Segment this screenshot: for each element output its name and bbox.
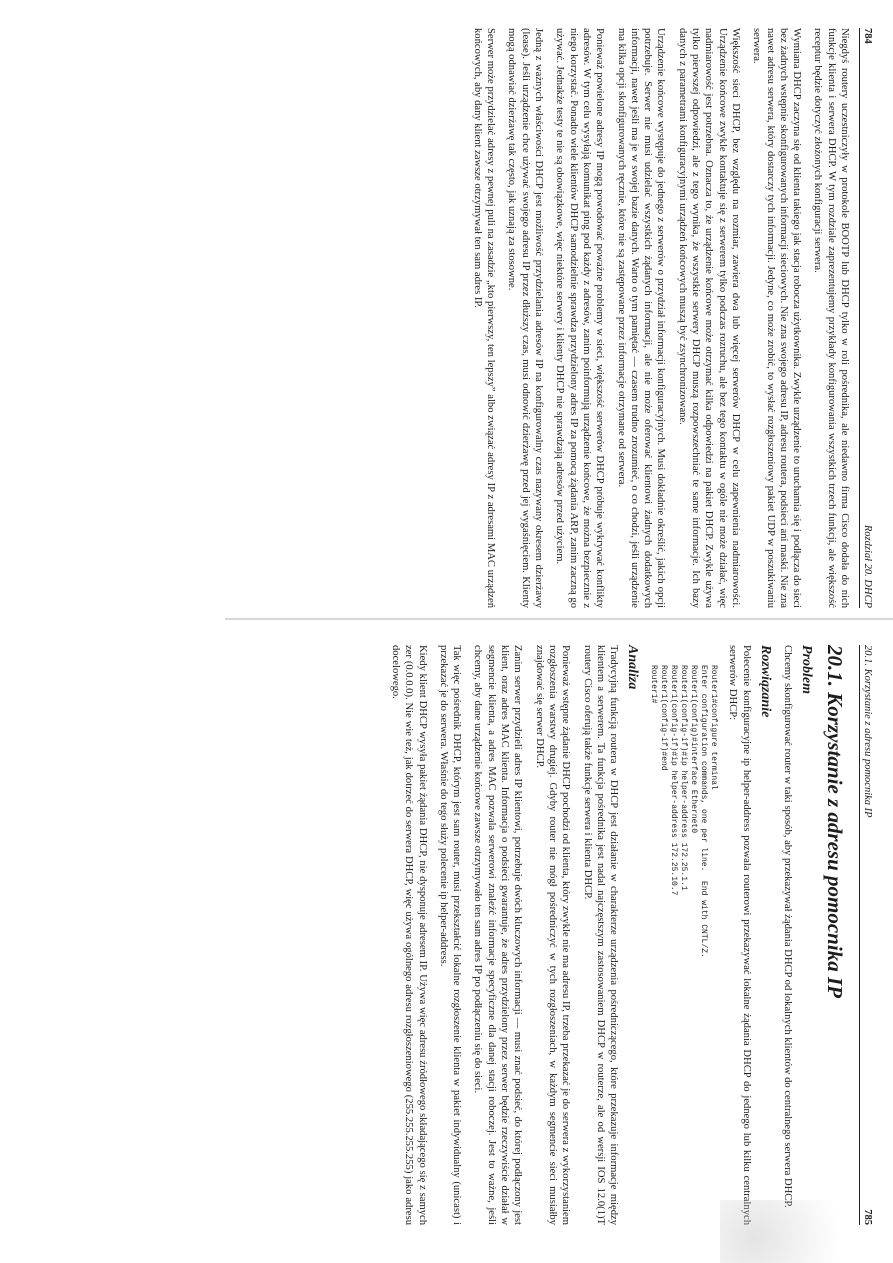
left-page-header (859, 28, 873, 608)
code-line: Router1#configure terminal (709, 665, 719, 790)
code-line: Enter configuration commands, one per line. End with CNTL/Z. (699, 665, 709, 958)
analysis-paragraph: Tradycyjną funkcją routera w DHCP jest działanie w charakterze urządzenia pośredniczącego, które przekazuje informacje między klientem a serwerem. Ta funkcja pośrednika jest nadal najczęstszym zastosowaniem DHCP w routerze, ale od wersji IOS 12.0(1)T routery Cisco oferują także funkcje serwera i klienta DHCP. (581, 645, 620, 1225)
left-page (463, 28, 873, 608)
code-listing (648, 665, 718, 1225)
analysis-paragraph: Kiedy klient DHCP wysyła pakiet żądania DHCP, nie dysponuje adresem IP. Używa więc adresu źródłowego składającego się z samych zer (0.0.0.0). Nie wie też, jak dotrzeć do serwera DHCP, więc używa ogólnego adresu rozgłoszeniowego (255.255.255.255) jako adresu docelowego. (389, 645, 428, 1225)
analysis-paragraph: Tak więc pośrednik DHCP, którym jest sam router, musi przekształcić lokalne rozgłoszenie klienta w pakiet indywidualny (unicast) i przekazać je do serwera. Właśnie do tego służy polecenie ip helper-address. (437, 645, 463, 1225)
left-paragraph: Niegdyś routery uczestniczyły w protokole BOOTP lub DHCP tylko w roli pośrednika, ale niedawno firma Cisco dodała do nich funkcje klienta i serwera DHCP. W tym rozdziale zaprezentujemy przykłady konfigurowania wszystkich trzech funkcji, ale większość receptur będzie dotyczyć złożonych konfiguracji serwera. (812, 28, 850, 608)
solution-heading: Rozwiązanie (757, 645, 773, 718)
code-line: Router1(config)#interface Ethernet0 (689, 665, 699, 834)
right-page-header (859, 645, 873, 1225)
left-paragraph: Urządzenie końcowe występuje do jednego z serwerów o przydział informacji konfiguracyjnych. Musi dokładnie określić, jakich opcji potrzebuje. Serwer nie musi udzielać wszystkich żądanych informacji, ale nie może oferować klientowi żadnych dodatkowych informacji, nawet jeśli ma je w swojej bazie danych. Warto o tym pamiętać — czasem trudno zrozumieć, o co chodzi, jeśli urządzenie ma kilka opcji skonfigurowanych ręcznie, które nie są zastępowane przez informacje otrzymane od serwera. (615, 28, 667, 608)
analysis-paragraph: Ponieważ wstępne żądanie DHCP pochodzi od klienta, który zwykle nie ma adresu IP, trzeba przekazać je do serwera z wykorzystaniem rozgłoszenia warstwy drugiej. Gdyby router nie mógł pośredniczyć w tych rozgłoszeniach, w każdym segmencie sieci musiałby znajdować się serwer DHCP. (533, 645, 572, 1225)
right-running-header: 20.1. Korzystanie z adresu pomocnika IP (862, 645, 873, 818)
left-paragraph: Ponieważ powielone adresy IP mogą powodować poważne problemy w sieci, większość serwerów DHCP próbuje wykrywać konflikty adresów. W tym celu wysyłają komunikat ping pod każdy z adresów, zanim poinformują urządzenie końcowe, że można bezpiecznie z niego korzystać. Ponadto wiele klientów DHCP samodzielnie sprawdza przydzielony adres IP za pomocą żądania ARP, zanim zaczną go używać. Jednakże testy te nie są obowiązkowe, więc niektóre serwery i klienty DHCP nie sprawdzają adresów przed użyciem. (554, 28, 606, 608)
analysis-paragraph: Zanim serwer przydzieli adres IP klientowi, potrzebuje dwóch kluczowych informacji — musi znać podsieć, do której podłączony jest klient, oraz adres MAC klienta. Informacja o podsieci gwarantuje, że adres przydzielony przez serwer będzie rzeczywiście działał w segmencie klienta, a adres MAC pozwala serwerowi znaleźć informacje specyficzne dla danej stacji roboczej. Jest to ważne, jeśli chcemy, aby dane urządzenie końcowe zawsze otrzymywało ten sam adres IP po podłączeniu się do sieci. (472, 645, 524, 1225)
problem-heading: Problem (799, 645, 814, 694)
right-page (381, 645, 873, 1225)
left-paragraph: Większość sieci DHCP, bez względu na rozmiar, zawiera dwa lub więcej serwerów DHCP w celu zapewnienia nadmiarowości. Urządzenie końcowe zwykle kontaktuje się z serwerem tylko podczas rozruchu, ale bez tego kontaktu w ogóle nie może działać, więc nadmiarowość jest potrzebna. Oznacza to, że urządzenie końcowe może otrzymać kilka odpowiedzi na pakiet DHCP. Zwykle używa tylko pierwszej odpowiedzi, ale z tego wynika, że wszystkie serwery DHCP muszą rozpowszechniać te same informacje. Ich bazy danych z parametrami konfiguracyjnymi urządzeń końcowych muszą być zsynchronizowane. (676, 28, 741, 608)
problem-text: Chcemy skonfigurować router w taki sposób, aby przekazywał żądania DHCP od lokalnych klientów do centralnego serwera DHCP. (782, 645, 793, 1208)
left-running-header: Rozdział 20. DHCP (862, 524, 873, 608)
right-page-number: 785 (862, 1209, 873, 1225)
left-paragraph: Jedną z ważnych właściwości DHCP jest możliwość przydzielania adresów IP na konfigurowalny czas nazywany okresem dzierżawy (lease). Jeśli urządzenie chce używać swojego adresu IP przez dłuższy czas, musi odnowić dzierżawę przed jej wygaśnięciem. Klienty mogą odnawiać dzierżawę tak często, jak uznają za stosowne. (506, 28, 545, 608)
section-title: 20.1. Korzystanie z adresu pomocnika IP (823, 645, 847, 998)
code-line: Router1(config-if)#ip helper-address 172.25.10.7 (669, 665, 679, 896)
code-line: Router1(config-if)#end (659, 665, 669, 771)
left-paragraph: Serwer może przydzielać adresy z pewnej puli na zasadzie „kto pierwszy, ten lepszy” albo związać adresy IP z adresami MAC urządzeń końcowych, aby dany klient zawsze otrzymywał ten sam adres IP. (471, 28, 497, 608)
page-fold (225, 612, 893, 626)
scan-shadow (720, 1200, 893, 1263)
left-page-number: 784 (862, 28, 873, 44)
code-line: Router1(config-if)#ip helper-address 172.25.1.1 (679, 665, 689, 891)
left-paragraph: Wymiana DHCP zaczyna się od klienta takiego jak stacja robocza użytkownika. Zwykle urządzenie to uruchamia się i podłącza do sieci bez żadnych wstępnie skonfigurowanych informacji sieciowych. Nie zna swojego adresu IP, adresu routera, podsieci ani maski. Nie zna nawet adresu serwera, który dostarczy tych informacji. Jedyne, co może zrobić, to wysłać rozgłoszeniowy pakiet UDP w poszukiwaniu serwera. (751, 28, 803, 608)
code-line: Router1# (649, 665, 659, 704)
solution-text: Polecenie konfiguracyjne ip helper-address pozwala routerowi przekazywać lokalne żądania DHCP do jednego lub kilku centralnych serwerów DHCP: (727, 645, 752, 1225)
analysis-heading: Analiza (625, 645, 641, 690)
